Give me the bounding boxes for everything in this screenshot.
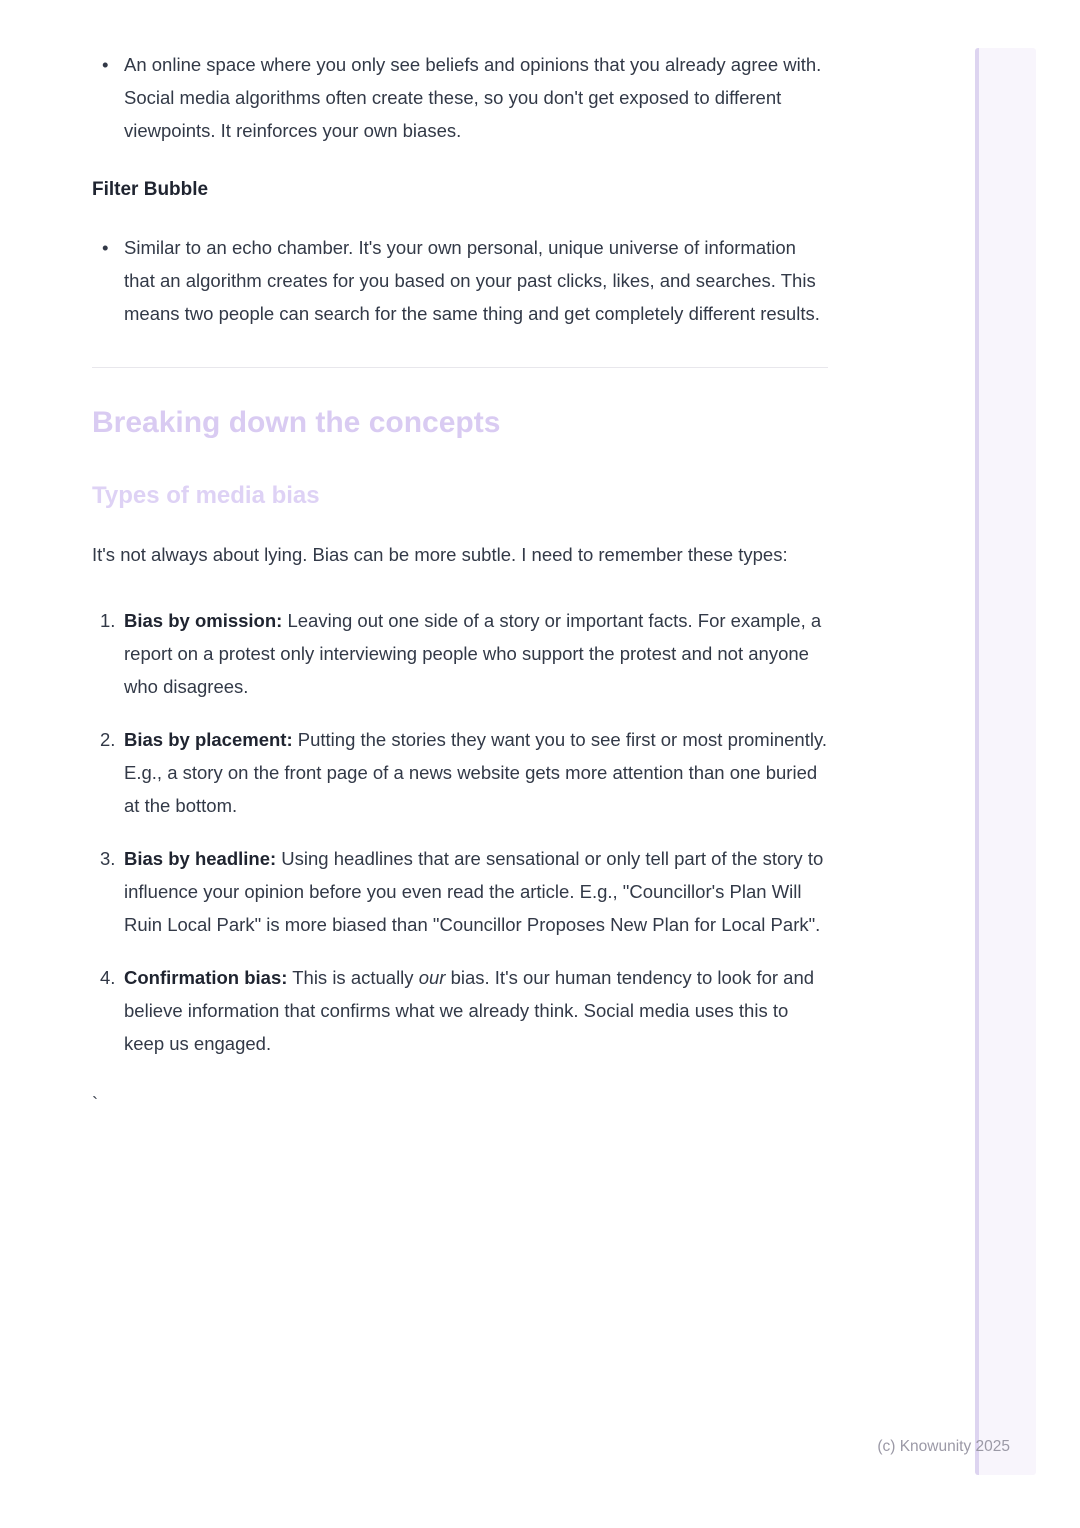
filter-bubble-bullet-list (92, 231, 828, 330)
bias-type-item-placement (92, 723, 828, 822)
bullet-marker-icon: • (102, 54, 109, 75)
bias-type-label: Bias by placement: (124, 729, 293, 750)
stray-backtick: ` (92, 1093, 99, 1114)
list-item (92, 231, 828, 330)
bias-type-text: Leaving out one side of a story or important facts. For example, a report on a protest only interviewing people who support the protest and not anyone who disagrees. (124, 610, 822, 697)
section-intro-paragraph: It's not always about lying. Bias can be more subtle. I need to remember these types: (92, 544, 788, 565)
bias-type-text: bias. It's our human tendency to look for and believe information that confirms what we already think. Social media uses this to keep us engaged. (124, 967, 815, 1054)
echo-chamber-bullet-list (92, 48, 828, 147)
document-body (92, 0, 828, 1120)
copyright-footer: (c) Knowunity 2025 (877, 1438, 1010, 1455)
bias-type-item-confirmation (92, 961, 828, 1060)
section-subtitle: Types of media bias (92, 482, 320, 509)
bias-type-text: Putting the stories they want you to see first or most prominently. E.g., a story on the front page of a news website gets more attention than one buried at the bottom. (124, 729, 827, 816)
page-margin-strip (975, 48, 1036, 1475)
bullet-marker-icon: • (102, 237, 109, 258)
list-item (92, 48, 828, 147)
filter-bubble-bullet-text: Similar to an echo chamber. It's your own personal, unique universe of information that an algorithm creates for you based on your past clicks, likes, and searches. This means two people can search for the same thing and get completely different results. (124, 237, 820, 324)
bias-type-emphasis: our (418, 967, 446, 988)
bias-type-label: Confirmation bias: (124, 967, 288, 988)
bias-types-list (92, 604, 828, 1060)
echo-chamber-bullet-text: An online space where you only see beliefs and opinions that you already agree with. Social media algorithms often create these, so you don't get exposed to different viewpoints. It reinforces your own biases. (124, 54, 822, 141)
section-divider (92, 367, 828, 368)
bias-type-text: This is actually (287, 967, 419, 988)
bias-type-label: Bias by omission: (124, 610, 283, 631)
section-title: Breaking down the concepts (92, 406, 501, 439)
bias-type-item-omission (92, 604, 828, 703)
bias-type-item-headline (92, 842, 828, 941)
bias-type-text: Using headlines that are sensational or only tell part of the story to influence your opinion before you even read the article. E.g., "Councillor's Plan Will Ruin Local Park" is more biased than "Councillor Proposes New Plan for Local Park". (124, 848, 824, 935)
bias-type-label: Bias by headline: (124, 848, 277, 869)
filter-bubble-heading: Filter Bubble (92, 179, 209, 200)
